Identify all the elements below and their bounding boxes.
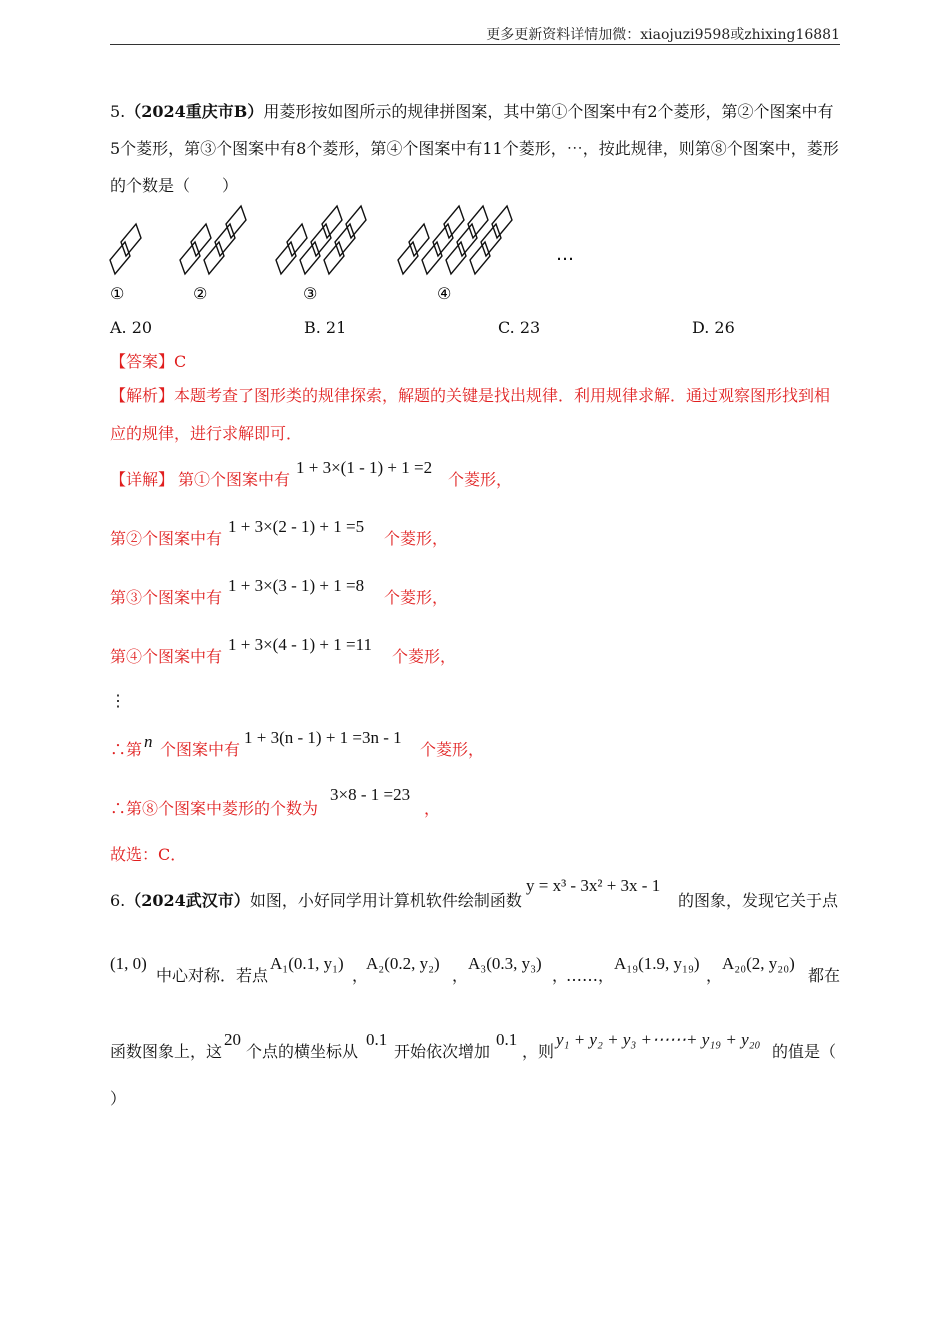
figure-label-3: ③ <box>303 284 318 303</box>
rhombus-p1-1 <box>110 242 130 274</box>
detail-row-3-pre: 第③个图案中有 <box>110 588 223 607</box>
q5-line1 <box>110 102 834 122</box>
q5-answer <box>110 352 186 372</box>
q6-line2-end: 都在 <box>808 966 841 985</box>
rhombus-p4-4 <box>433 224 453 256</box>
q5-source: （2024重庆市B） <box>125 102 264 121</box>
q6-ellipsis: …… <box>566 966 598 985</box>
analysis-tag: 【解析】 <box>110 386 175 405</box>
rhombus-p3-8 <box>346 206 366 238</box>
q6-point-a1: A₁(0.1, y₁) <box>270 954 344 973</box>
q6-line3-c: 开始依次增加 <box>394 1042 491 1061</box>
rhombus-p2-5 <box>226 206 246 238</box>
q6-sep-3: ， <box>552 966 569 985</box>
rhombus-p4-9 <box>444 206 464 238</box>
detail-row-2-expr: 1 + 3×(2 - 1) + 1 =5 <box>228 517 365 536</box>
q6-function: y = x³ - 3x² + 3x - 1 <box>526 876 661 895</box>
detail-row-2-pre: 第②个图案中有 <box>110 529 223 548</box>
q6-sep-5: ， <box>706 966 723 985</box>
figure-label-1: ① <box>110 284 125 303</box>
rhombus-p4-7 <box>470 242 490 274</box>
rhombus-p3-3 <box>300 242 320 274</box>
q6-sum: y₁ + y₂ + y₃ +⋯⋯+ y₁₉ + y₂₀ <box>556 1030 761 1049</box>
rhombus-p2-3 <box>204 242 224 274</box>
rhombus-p3-6 <box>335 224 355 256</box>
q6-center-text: 中心对称．若点 <box>156 966 269 985</box>
detail-row-1-post: 个菱形， <box>448 470 513 489</box>
detail-row-1-expr: 1 + 3×(1 - 1) + 1 =2 <box>296 458 433 477</box>
general-expr: 1 + 3(n - 1) + 1 =3n - 1 <box>244 728 402 747</box>
answer-value: C <box>174 352 187 371</box>
rhombus-p4-11 <box>492 206 512 238</box>
rhombus-p1-2 <box>121 224 141 256</box>
q6-source: （2024武汉市） <box>125 891 250 910</box>
general-n: n <box>144 732 153 751</box>
q6-line3-a: 函数图象上，这 <box>110 1042 223 1061</box>
q6-point-a20: A₂₀(2, y₂₀) <box>722 954 795 973</box>
vertical-ellipsis: ⋮ <box>110 691 126 710</box>
option-b: B. 21 <box>304 318 347 337</box>
eighth-expr: 3×8 - 1 =23 <box>330 785 411 804</box>
q6-start: 0.1 <box>366 1030 388 1049</box>
q6-line3-d: ，则 <box>522 1042 555 1061</box>
q6-sep-4: ， <box>598 966 615 985</box>
rhombus-p3-1 <box>276 242 296 274</box>
header-divider <box>110 44 840 45</box>
rhombus-p3-4 <box>311 224 331 256</box>
answer-tag: 【答案】 <box>110 352 175 371</box>
analysis-text-1: 本题考查了图形类的规律探索，解题的关键是找出规律．利用规律求解．通过观察图形找到相 <box>174 386 831 405</box>
q6-step: 0.1 <box>496 1030 518 1049</box>
figure-label-2: ② <box>193 284 208 303</box>
eighth-post: ， <box>424 799 441 818</box>
q5-stem-line3: 的个数是（ ） <box>110 176 239 195</box>
general-post: 个菱形， <box>420 740 485 759</box>
rhombus-p3-2 <box>287 224 307 256</box>
analysis-text-2: 应的规律，进行求解即可． <box>110 424 303 443</box>
rhombus-p4-6 <box>457 224 477 256</box>
eighth-pre: ∴第⑧个图案中菱形的个数为 <box>110 799 319 818</box>
detail-row-4-post: 个菱形， <box>392 647 457 666</box>
q5-stem-line2: 5个菱形，第③个图案中有8个菱形，第④个图案中有11个菱形，⋯，按此规律，则第⑧个图案中，菱形 <box>110 139 839 158</box>
detail-row-2-post: 个菱形， <box>384 529 449 548</box>
detail-row-1-pre: 第①个图案中有 <box>178 470 291 489</box>
rhombus-p4-3 <box>422 242 442 274</box>
rhombus-p2-1 <box>180 242 200 274</box>
detail-tag: 【详解】 <box>110 470 175 489</box>
figure-ellipsis: … <box>556 244 574 265</box>
q6-point-a19: A₁₉(1.9, y₁₉) <box>614 954 700 973</box>
q6-point-a3: A₃(0.3, y₃) <box>468 954 542 973</box>
q6-count: 20 <box>224 1030 241 1049</box>
rhombus-p3-7 <box>322 206 342 238</box>
rhombus-p4-1 <box>398 242 418 274</box>
q6-intro: 如图，小好同学用计算机软件绘制函数 <box>249 891 522 910</box>
q6-line3-e: 的值是（ <box>772 1042 837 1061</box>
choose-answer: 故选：C． <box>110 845 187 864</box>
rhombus-p4-10 <box>468 206 488 238</box>
rhombus-p4-2 <box>409 224 429 256</box>
q6-number: 6. <box>110 891 126 910</box>
rhombus-p3-5 <box>324 242 344 274</box>
rhombus-pattern-figure <box>100 198 620 310</box>
detail-row-4-expr: 1 + 3×(4 - 1) + 1 =11 <box>228 635 372 654</box>
rhombus-p4-8 <box>481 224 501 256</box>
option-a: A. 20 <box>110 318 153 337</box>
detail-row-3-expr: 1 + 3×(3 - 1) + 1 =8 <box>228 576 365 595</box>
q6-sep-2: ， <box>452 966 469 985</box>
rhombus-p2-4 <box>215 224 235 256</box>
q6-point-a2: A₂(0.2, y₂) <box>366 954 440 973</box>
q6-line3-b: 个点的横坐标从 <box>246 1042 359 1061</box>
general-mid: 个图案中有 <box>160 740 241 759</box>
rhombus-p4-5 <box>446 242 466 274</box>
detail-row-4-pre: 第④个图案中有 <box>110 647 223 666</box>
detail-row-3-post: 个菱形， <box>384 588 449 607</box>
q6-line1-start <box>110 891 522 911</box>
general-pre: ∴第 <box>110 740 143 759</box>
q6-center-point: (1, 0) <box>110 954 147 973</box>
page-header: 更多更新资料详情加微：xiaojuzi9598或zhixing16881 <box>486 27 840 43</box>
q5-number: 5. <box>110 102 126 121</box>
q5-analysis-line1 <box>110 386 830 406</box>
q6-sep-1: ， <box>352 966 369 985</box>
figure-label-4: ④ <box>437 284 452 303</box>
rhombus-p2-2 <box>191 224 211 256</box>
q6-intro-end: 的图象，发现它关于点 <box>678 891 839 910</box>
q5-stem-line1: 用菱形按如图所示的规律拼图案，其中第①个图案中有2个菱形，第②个图案中有 <box>263 102 834 121</box>
option-d: D. 26 <box>692 318 735 337</box>
option-c: C. 23 <box>498 318 541 337</box>
q6-line4: ） <box>110 1089 127 1108</box>
